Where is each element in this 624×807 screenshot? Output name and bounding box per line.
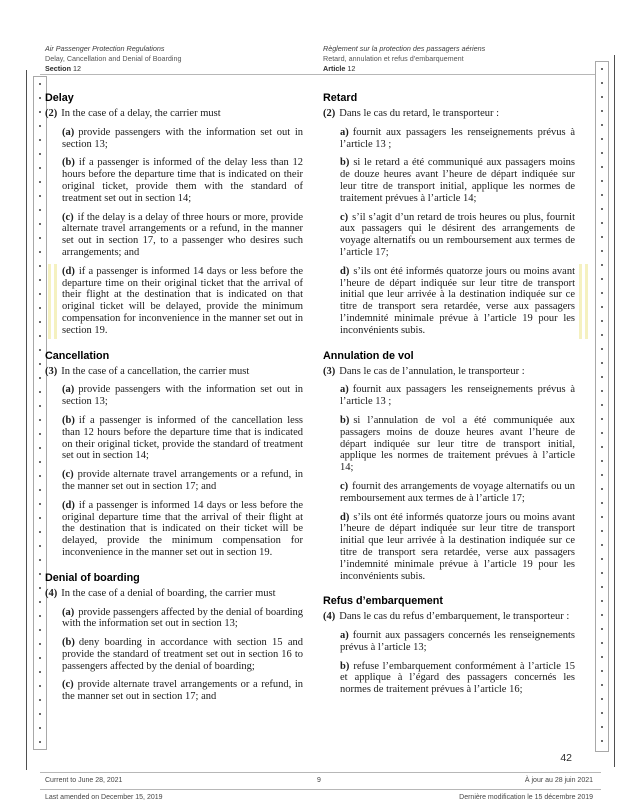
provision-intro: (3) In the case of a cancellation, the carrier must <box>45 365 250 377</box>
provision-clause: c) fournit des arrangements de voyage alternatifs ou un remboursement aux termes de à l’article 17; <box>340 480 575 504</box>
clause-label: (b) <box>62 637 75 649</box>
clause-label: b) <box>340 660 350 672</box>
provision-intro: (4) In the case of a denial of boarding, the carrier must <box>45 587 276 599</box>
clause-label: (c) <box>62 211 74 223</box>
current-to-date-fr: À jour au 28 juin 2021 <box>524 777 593 784</box>
provision-intro: (2) In the case of a delay, the carrier must <box>45 108 221 119</box>
provision-clause: (c) provide alternate travel arrangements or a refund, in the manner set out in section 17; and <box>62 469 303 492</box>
amendment-highlight-bar <box>579 264 589 339</box>
regulation-title-en: Air Passenger Protection Regulations <box>45 44 165 53</box>
tick-marks <box>601 62 603 751</box>
provision-number: (4) <box>45 587 58 599</box>
provision-clause: d) s’ils ont été informés quatorze jours ou moins avant l’heure de départ indiquée sur leur titre de transport initial que leur arrivée à la destination indiquée sur ce titre de transport sera retardée, verse aux passagers l’indemnité minimale prévue à l’article 19 pour les inconvénients subis. <box>340 511 575 582</box>
provision-number: (3) <box>323 365 336 377</box>
column-french <box>323 92 575 703</box>
footer-rule-top <box>40 772 601 773</box>
clause-label: c) <box>340 211 349 223</box>
column-english <box>45 92 303 710</box>
clause-label: (b) <box>62 414 75 426</box>
provision-clause: b) si l’annulation de vol a été communiquée aux passagers moins de douze heures avant l’heure de départ indiquée sur leur titre de transport initial, applique les normes de traitement prévues à l’article 14; <box>340 414 575 474</box>
right-amendment-tick-column <box>595 61 609 752</box>
clause-label: (d) <box>62 265 75 277</box>
provision-intro: (3) Dans le cas de l’annulation, le transporteur : <box>323 365 525 377</box>
provision-clause: a) fournit aux passagers concernés les renseignements prévus à l’article 13; <box>340 630 575 653</box>
header-rule <box>40 74 601 75</box>
clause-label: b) <box>340 157 350 169</box>
provision-number: (2) <box>45 108 58 119</box>
provision-clause: (b) if a passenger is informed of the delay less than 12 hours before the departure time that is indicated on their original ticket, provide them with the standard of treatment set out in section 14; <box>62 157 303 204</box>
last-amended-date-en: Last amended on December 15, 2019 <box>45 794 163 801</box>
provision-clause: (d) if a passenger is informed 14 days or less before the departure time on their original ticket that the arrival of their flight at the destination that is indicated on that original ticket will be delayed, provide the minimum compensation for inconvenience in the manner set out in section 19. <box>62 266 303 337</box>
clause-label: (d) <box>62 499 75 511</box>
clause-label: (a) <box>62 606 75 618</box>
header-french <box>323 44 577 74</box>
provision-clause: (b) deny boarding in accordance with section 15 and provide the standard of treatment set out in section 16 to passengers affected by the denial of boarding; <box>62 637 303 672</box>
provision-heading: Retard <box>323 92 358 104</box>
section-number-fr: 12 <box>347 64 356 73</box>
regulation-subtitle-fr: Retard, annulation et refus d’embarquement <box>323 54 464 63</box>
provision-clause: (c) if the delay is a delay of three hours or more, provide alternate travel arrangements or a refund, in the manner set out in section 17, to a passenger who desires such arrangements; and <box>62 211 303 258</box>
provision-number: (3) <box>45 365 58 377</box>
section-number-en: 12 <box>72 64 81 73</box>
provision-heading: Cancellation <box>45 349 110 362</box>
provision-clause: (a) provide passengers with the information set out in section 13; <box>62 126 303 150</box>
provision-clause: (c) provide alternate travel arrangements or a refund, in the manner set out in section 17; and <box>62 679 303 703</box>
clause-label: b) <box>340 414 350 426</box>
clause-label: (c) <box>62 469 74 481</box>
clause-label: (a) <box>62 126 75 138</box>
clause-label: d) <box>340 265 350 277</box>
current-to-date-en: Current to June 28, 2021 <box>45 777 123 784</box>
header-english <box>45 44 305 74</box>
provision-heading: Annulation de vol <box>323 349 414 362</box>
provision-heading: Refus d’embarquement <box>323 595 443 608</box>
clause-label: (c) <box>62 679 74 691</box>
statute-page-number: 42 <box>560 752 572 764</box>
provision-heading: Delay <box>45 92 74 104</box>
clause-label: a) <box>340 630 349 642</box>
amendment-highlight-bar <box>48 264 58 339</box>
provision-clause: a) fournit aux passagers les renseignements prévus à l’article 13 ; <box>340 126 575 150</box>
clause-label: (a) <box>62 384 75 396</box>
last-amended-date-fr: Dernière modification le 15 décembre 2019 <box>459 794 593 801</box>
clause-label: a) <box>340 126 349 138</box>
provision-clause: c) s’il s’agit d’un retard de trois heures ou plus, fournit aux passagers qui le désirent des arrangements de voyage alternatifs ou un remboursement aux termes de l’article 17; <box>340 211 575 258</box>
provision-clause: (a) provide passengers affected by the denial of boarding with the information set out in section 13; <box>62 606 303 630</box>
tick-marks <box>39 77 41 749</box>
section-reference-fr <box>323 64 577 74</box>
clause-label: (b) <box>62 157 75 169</box>
provision-intro: (2) Dans le cas du retard, le transporteur : <box>323 108 500 119</box>
provision-heading: Denial of boarding <box>45 571 140 584</box>
provision-intro: (4) Dans le cas du refus d’embarquement, le transporteur : <box>323 611 570 623</box>
provision-clause: (d) if a passenger is informed 14 days or less before the original departure time that the arrival of their flight at the destination that is indicated on their ticket will be delayed, provide the minimum compensation for inconvenience in the manner set out in section 19. <box>62 499 303 558</box>
provision-clause: b) refuse l’embarquement conformément à l’article 15 et applique à l’égard des passagers concernés les normes de traitement prévues à l’article 16; <box>340 660 575 696</box>
regulation-subtitle-en: Delay, Cancellation and Denial of Boarding <box>45 54 182 63</box>
clause-label: d) <box>340 511 350 523</box>
section-label-en: Section <box>45 64 71 73</box>
regulation-title-fr: Règlement sur la protection des passagers aériens <box>323 44 486 53</box>
section-reference-en <box>45 64 305 74</box>
footer-rule-bottom <box>40 789 601 790</box>
left-margin-rule <box>26 70 27 770</box>
provision-clause: b) si le retard a été communiqué aux passagers moins de douze heures avant l’heure de départ indiquée sur leur titre de transport initial, applique les normes de traitement prévues à l’article 14; <box>340 157 575 204</box>
provision-clause: (b) if a passenger is informed of the cancellation less than 12 hours before the departure time that is indicated on their original ticket, provide the standard of treatment set out in section 14; <box>62 414 303 462</box>
section-label-fr: Article <box>323 64 346 73</box>
right-margin-rule <box>614 55 615 767</box>
provision-clause: (a) provide passengers with the information set out in section 13; <box>62 384 303 408</box>
provision-number: (2) <box>323 108 336 119</box>
provision-clause: a) fournit aux passagers les renseignements prévus à l’article 13 ; <box>340 384 575 408</box>
consolidation-page-number: 9 <box>317 777 321 784</box>
provision-number: (4) <box>323 611 336 623</box>
clause-label: a) <box>340 384 349 396</box>
clause-label: c) <box>340 480 349 492</box>
provision-clause: d) s’ils ont été informés quatorze jours ou moins avant l’heure de départ indiquée sur leur titre de transport initial que leur arrivée à la destination indiquée sur ce titre de transport sera retardée, verse aux passagers l’indemnité minimale prévue à l’article 19 pour les inconvénients subis. <box>340 266 575 337</box>
